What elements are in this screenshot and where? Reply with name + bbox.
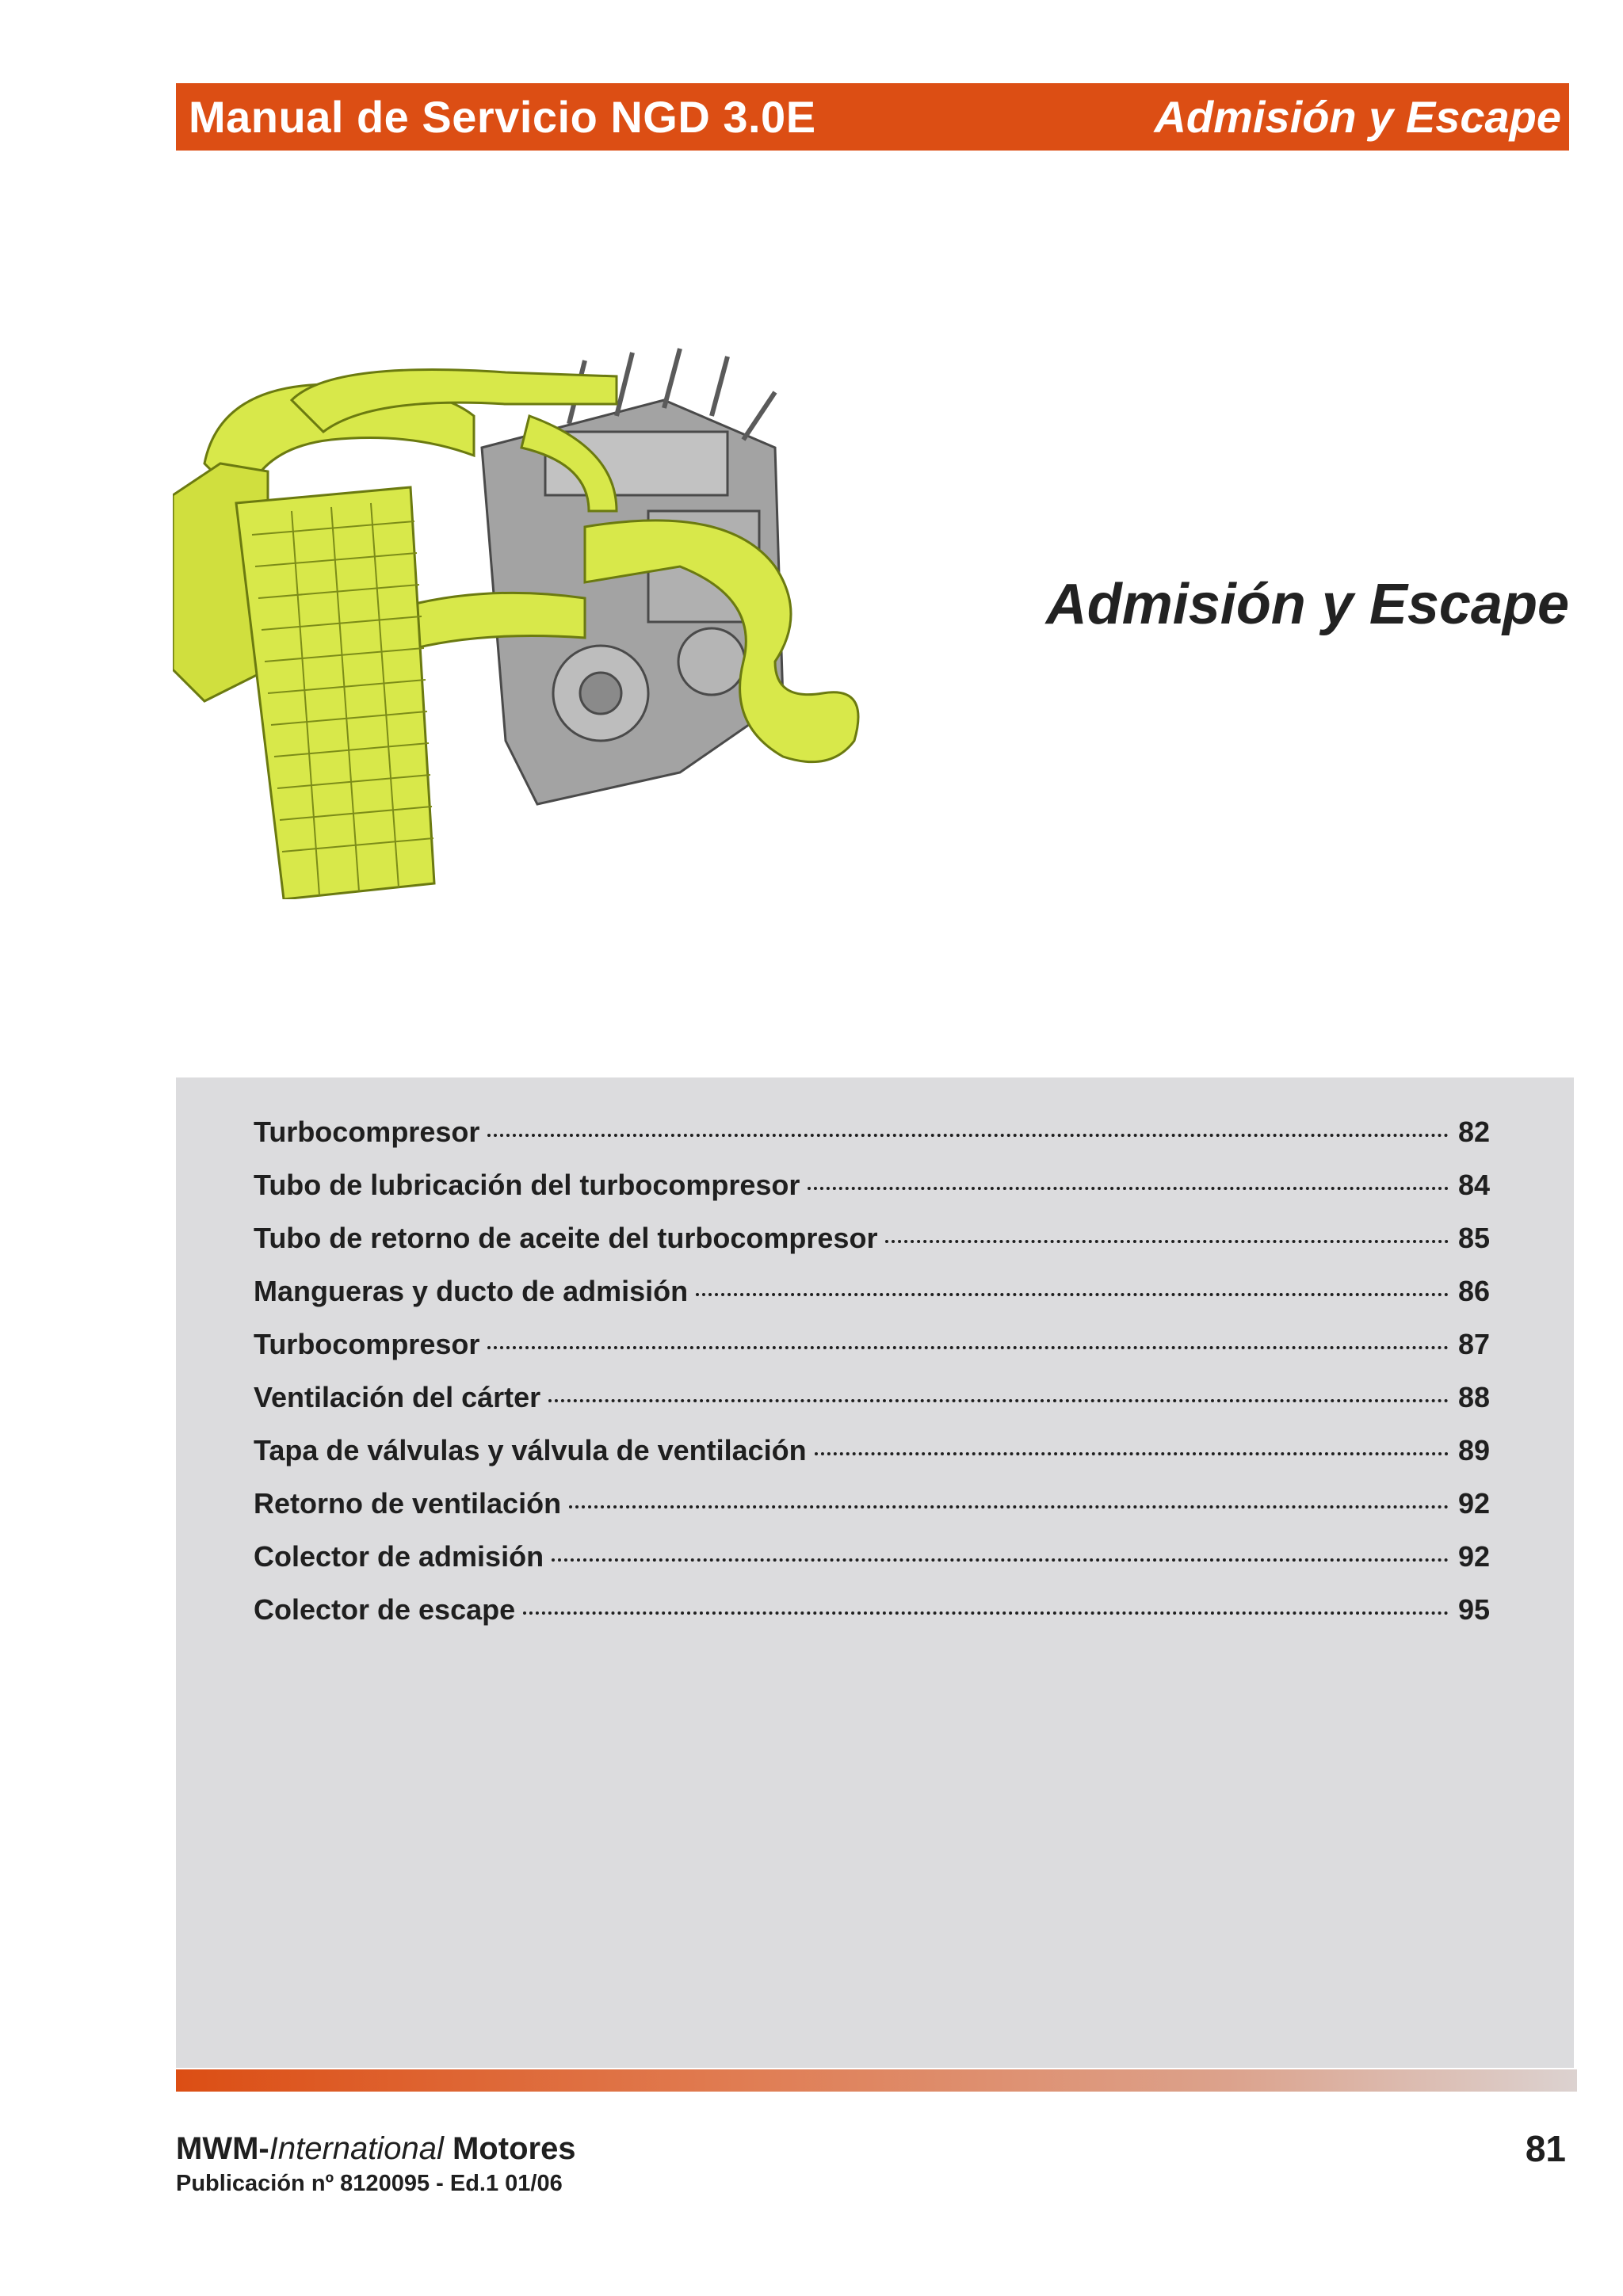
company-suffix: Motores: [443, 2131, 576, 2166]
page-number: 81: [1525, 2128, 1566, 2169]
radiator: [236, 487, 434, 899]
toc-item-page: 87: [1457, 1328, 1490, 1360]
toc-leader-dots: [552, 1558, 1449, 1562]
toc-item-label: Colector de admisión: [254, 1540, 544, 1573]
header-section-title: Admisión y Escape: [1154, 92, 1561, 142]
toc-item-label: Tubo de retorno de aceite del turbocompresor: [254, 1222, 878, 1254]
toc-item-page: 82: [1457, 1116, 1490, 1148]
toc-item[interactable]: [254, 1593, 1490, 1646]
engine-illustration: [173, 329, 902, 899]
toc-leader-dots: [548, 1399, 1449, 1402]
toc-leader-dots: [808, 1187, 1449, 1190]
toc-item[interactable]: [254, 1275, 1490, 1328]
toc-item[interactable]: [254, 1381, 1490, 1434]
toc-leader-dots: [487, 1346, 1449, 1349]
table-of-contents-panel: [176, 1077, 1574, 2068]
toc-leader-dots: [696, 1293, 1449, 1296]
toc-item[interactable]: [254, 1328, 1490, 1381]
toc-leader-dots: [569, 1505, 1449, 1508]
toc-item-label: Tapa de válvulas y válvula de ventilación: [254, 1434, 807, 1466]
toc-item-page: 95: [1457, 1593, 1490, 1626]
toc-item[interactable]: [254, 1169, 1490, 1222]
toc-leader-dots: [815, 1452, 1449, 1455]
manual-title: Manual de Servicio NGD 3.0E: [189, 92, 816, 142]
toc-item-label: Tubo de lubricación del turbocompresor: [254, 1169, 800, 1201]
toc-leader-dots: [487, 1134, 1449, 1137]
section-heading: Admisión y Escape: [1045, 573, 1569, 636]
toc-item-label: Ventilación del cárter: [254, 1381, 541, 1413]
toc-item[interactable]: [254, 1540, 1490, 1593]
toc-item-page: 85: [1457, 1222, 1490, 1254]
header-bar: [176, 83, 1569, 151]
toc-item-page: 92: [1457, 1540, 1490, 1573]
toc-leader-dots: [523, 1611, 1449, 1615]
company-prefix: MWM-: [176, 2131, 269, 2166]
company-italic: International: [269, 2131, 444, 2166]
toc-item-page: 84: [1457, 1169, 1490, 1201]
footer-publication: Publicación nº 8120095 - Ed.1 01/06: [176, 2171, 563, 2196]
toc-item[interactable]: [254, 1434, 1490, 1487]
toc-item[interactable]: [254, 1222, 1490, 1275]
toc-item-label: Turbocompresor: [254, 1328, 480, 1360]
toc-item[interactable]: [254, 1116, 1490, 1169]
toc-item-label: Turbocompresor: [254, 1116, 480, 1148]
toc-leader-dots: [885, 1240, 1449, 1243]
toc-item-label: Colector de escape: [254, 1593, 516, 1626]
toc-item-page: 89: [1457, 1434, 1490, 1466]
toc-item-page: 92: [1457, 1487, 1490, 1520]
footer-company-name: [176, 2131, 576, 2167]
toc-item-page: 86: [1457, 1275, 1490, 1307]
toc-item[interactable]: [254, 1487, 1490, 1540]
toc-item-label: Mangueras y ducto de admisión: [254, 1275, 689, 1307]
toc-item-label: Retorno de ventilación: [254, 1487, 562, 1520]
footer-gradient-stripe: [176, 2069, 1577, 2092]
table-of-contents: [254, 1116, 1490, 1646]
toc-item-page: 88: [1457, 1381, 1490, 1413]
